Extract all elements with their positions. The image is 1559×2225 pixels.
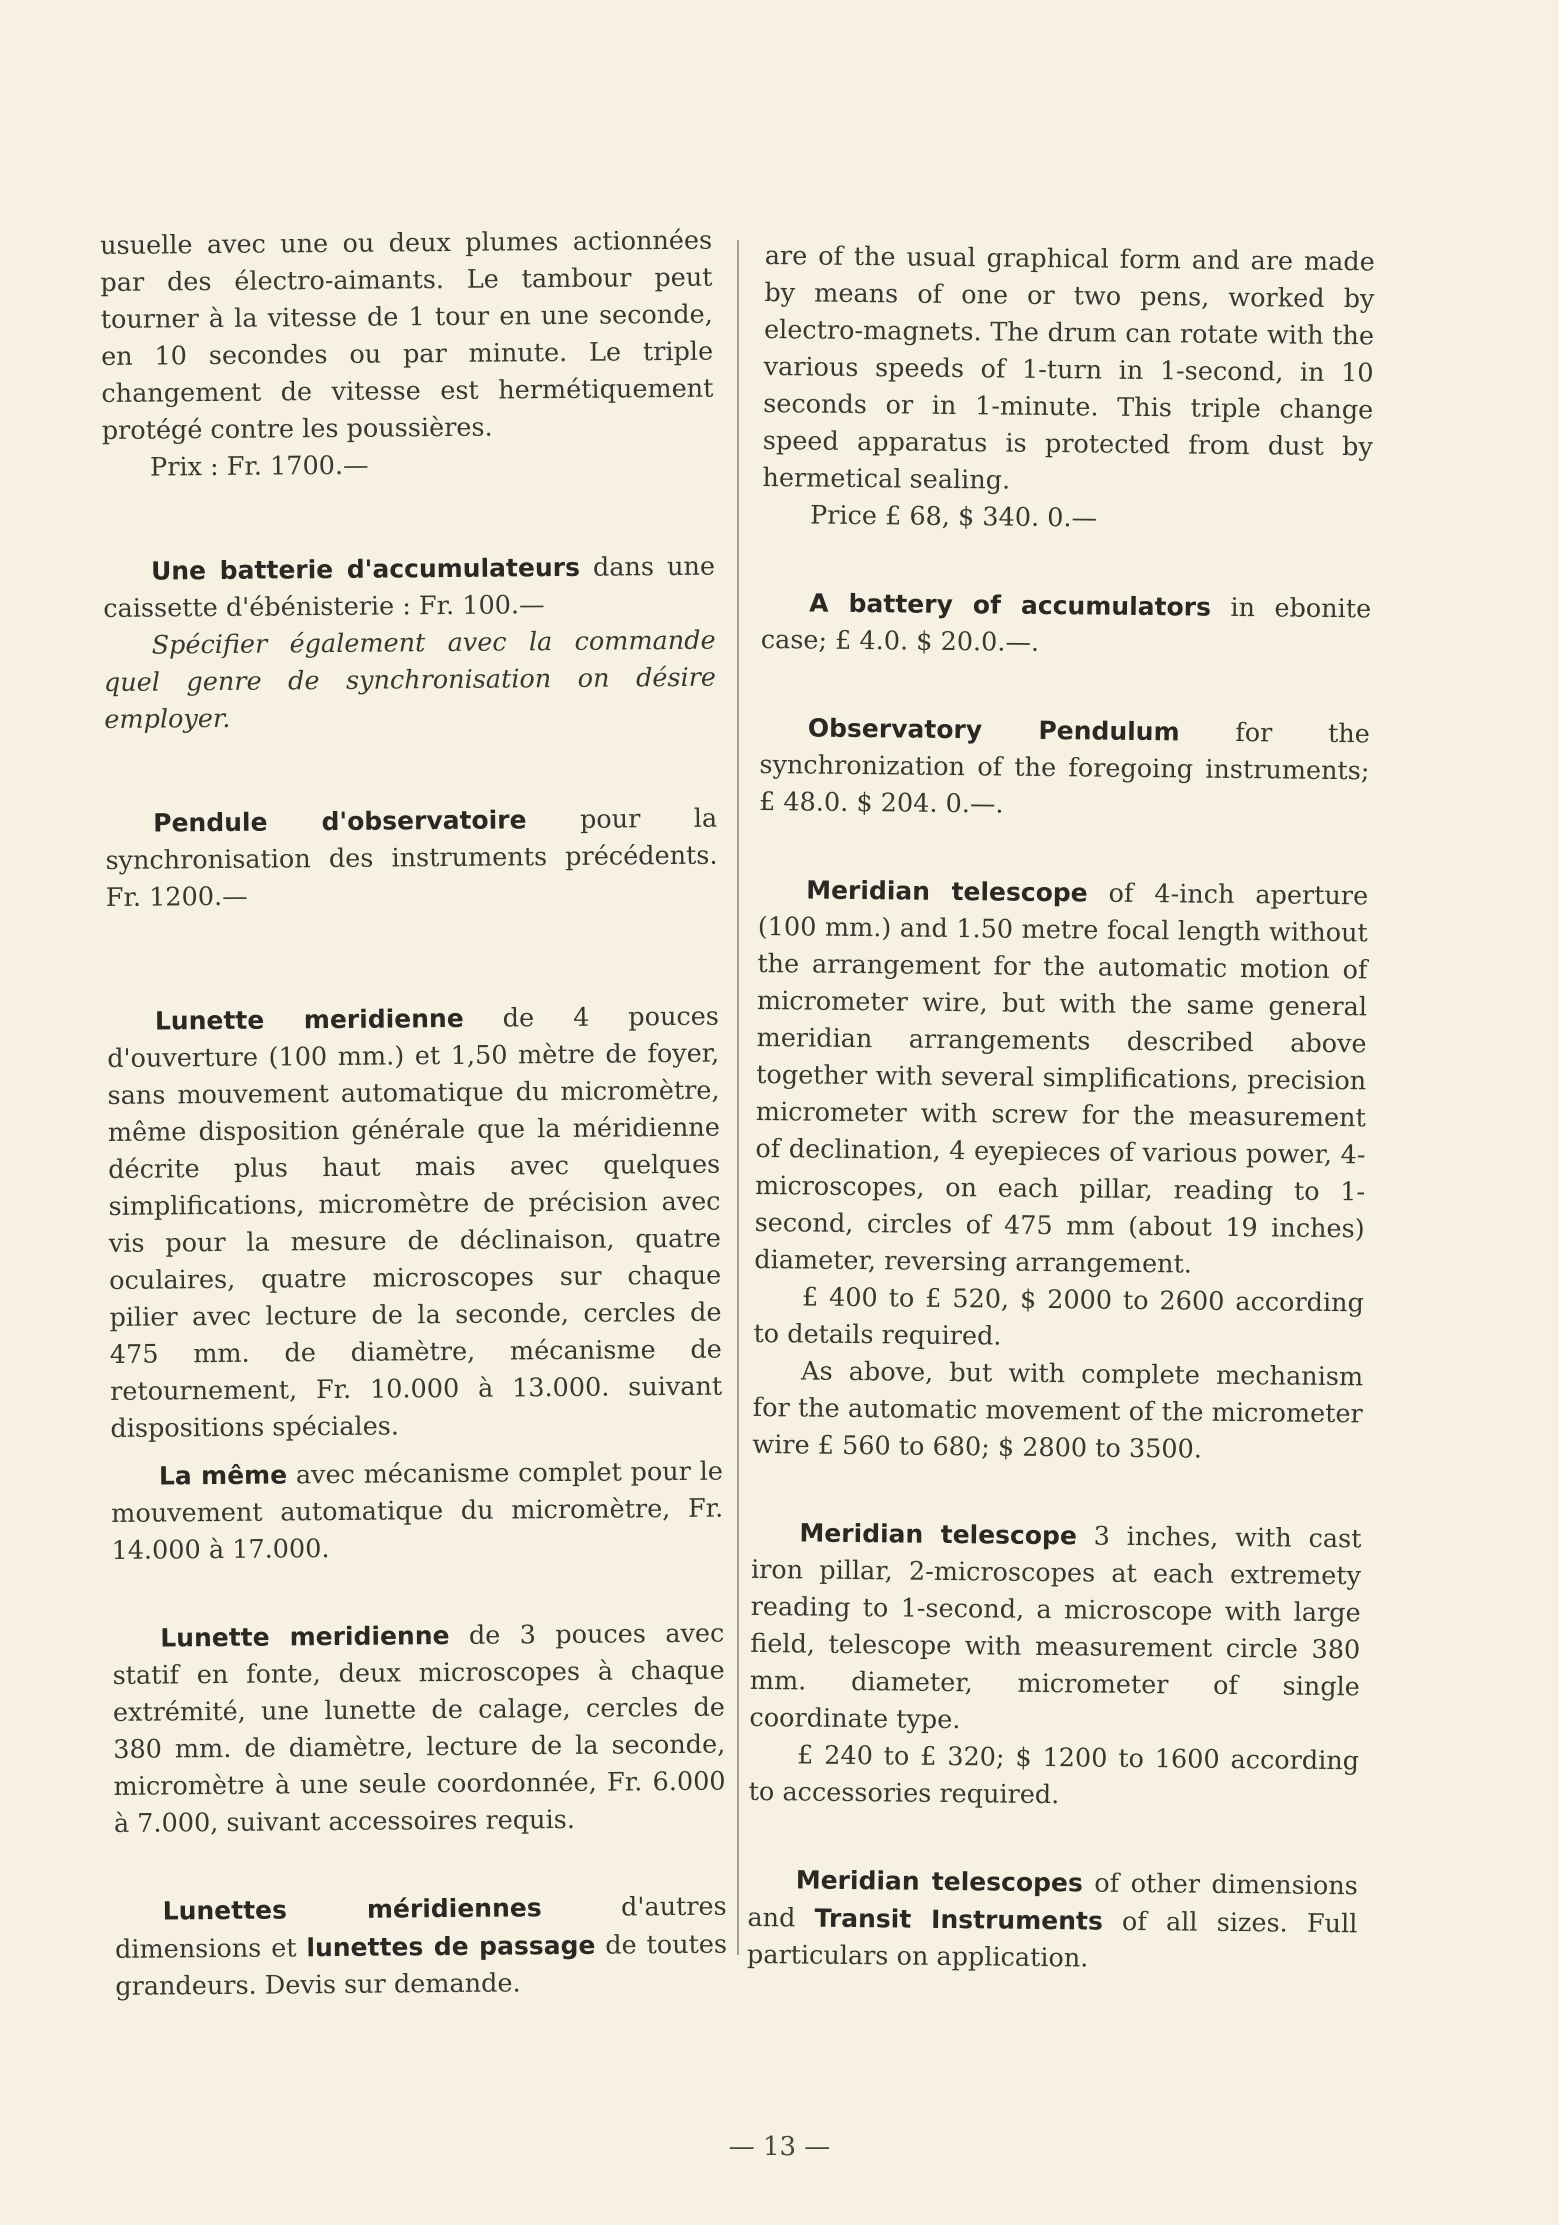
others-entry: [115, 1888, 728, 2006]
others-heading-2-en: Transit Instruments: [814, 1903, 1103, 1936]
others-heading-2: lunettes de passage: [306, 1930, 596, 1963]
meridian4-same-en: As above, but with complete mechanism for the automatic movement of the micrometer wire £ 560 to 680; $ 2800 to 3500.: [752, 1356, 1364, 1465]
intro-paragraph-en: [762, 238, 1375, 540]
meridian3-heading-en: Meridian telescope: [799, 1518, 1078, 1551]
others-text-1: d'autres dimensions et: [114, 1891, 727, 1965]
meridian4-text-en: of 4-inch aperture (100 mm.) and 1.50 metre focal length without the arrangement for the automatic motion of micrometer wire, but with the same general meridian arrangements described above together with several simplifications, precision micrometer with screw for the measurement of declination, 4 eyepieces of various power, 4-microscopes, on each pillar, reading to 1-second, circles of 475 mm (about 19 inches) diameter, reversing arrangement.: [754, 878, 1369, 1280]
others-text-1-en: of other dimensions and: [747, 1868, 1358, 1934]
same-entry: [111, 1453, 724, 1570]
others-text-2-en: of all sizes. Full particulars on application.: [746, 1906, 1358, 1974]
column-divider: [737, 240, 739, 1955]
pendulum-entry-en: [759, 709, 1370, 827]
page-number: — 13 —: [728, 2132, 831, 2162]
pendulum-entry: [105, 800, 718, 917]
intro-paragraph: [100, 223, 714, 487]
meridian3-text-en: 3 inches, with cast iron pillar, 2-microscopes at each extremety reading to 1-second, a microscope with large field, telescope with measurement circle 380 mm. diameter, micrometer of single coordinate type.: [749, 1521, 1362, 1736]
intro-price-en: Price £ 68, $ 340. 0.—: [809, 500, 1098, 534]
meridian4-heading-en: Meridian telescope: [806, 875, 1088, 908]
meridian4-price-en: £ 400 to £ 520, $ 2000 to 2600 according to details required.: [753, 1282, 1365, 1352]
others-text-2: de toutes grandeurs. Devis sur demande.: [115, 1929, 728, 2002]
battery-text: dans une caissette d'ébénisterie : Fr. 100.—: [103, 551, 716, 624]
intro-text: usuelle avec une ou deux plumes actionnées par des électro-aimants. Le tambour peut tourner à la vitesse de 1 tour en une seconde, en 10 secondes ou par minute. Le triple changement de vitesse est hermétiquement protégé contre les poussières.: [100, 225, 714, 446]
same-heading: La même: [158, 1460, 288, 1491]
pendulum-text-en: for the synchronization of the foregoing instruments; £ 48.0. $ 204. 0.—.: [758, 717, 1370, 820]
meridian3-heading: Lunette meridienne: [160, 1621, 450, 1653]
meridian4-heading: Lunette meridienne: [154, 1003, 464, 1036]
intro-text-en: are of the usual graphical form and are made by means of one or two pens, worked by electro-magnets. The drum can rotate with the various speeds of 1-turn in 1-second, in 10 seconds or in 1-minute. This triple change speed apparatus is protected from dust by hermetical sealing.: [762, 240, 1375, 496]
meridian3-entry: [112, 1615, 726, 1843]
meridian4-text: de 4 pouces d'ouverture (100 mm.) et 1,50 mètre de foyer, sans mouvement automatique du micromètre, même disposition générale que la méridienne décrite plus haut mais avec quelques simplifications, micromètre de précision avec vis pour la mesure de déclinaison, quatre oculaires, quatre microscopes sur chaque pilier avec lecture de la seconde, cercles de 475 mm. de diamètre, mécanisme de retournement, Fr. 10.000 à 13.000. suivant dispositions spéciales.: [107, 1001, 723, 1444]
intro-price: Prix : Fr. 1700.—: [149, 450, 369, 483]
meridian4-entry: [107, 998, 723, 1448]
meridian3-entry-en: [749, 1514, 1362, 1817]
others-heading-1-en: Meridian telescopes: [795, 1865, 1083, 1898]
battery-text-en: in ebonite case; £ 4.0. $ 20.0.—.: [760, 592, 1372, 658]
battery-heading-en: A battery of accumulators: [809, 588, 1212, 622]
battery-note: Spécifier également avec la commande quel genre de synchronisation on désire employer.: [103, 625, 717, 735]
meridian4-entry-en: [752, 871, 1368, 1470]
meridian3-price-en: £ 240 to £ 320; $ 1200 to 1600 according to accessories required.: [748, 1740, 1360, 1811]
others-entry-en: [747, 1861, 1358, 1980]
pendulum-text: pour la synchronisation des instruments précédents. Fr. 1200.—: [105, 803, 718, 913]
others-heading-1: Lunettes méridiennes: [162, 1893, 542, 1926]
battery-entry: [103, 548, 717, 739]
right-column-english: [747, 238, 1375, 1980]
left-column-french: [100, 223, 727, 2006]
pendulum-heading: Pendule d'observatoire: [153, 805, 527, 838]
battery-entry-en: [761, 584, 1372, 665]
battery-heading: Une batterie d'accumulateurs: [150, 552, 581, 586]
pendulum-heading-en: Observatory Pendulum: [807, 713, 1180, 747]
meridian3-text: de 3 pouces avec statif en fonte, deux microscopes à chaque extrémité, une lunette de calage, cercles de 380 mm. de diamètre, lecture de la seconde, micromètre à une seule coordonnée, Fr. 6.000 à 7.000, suivant accessoires requis.: [112, 1618, 726, 1839]
same-text: avec mécanisme complet pour le mouvement automatique du micromètre, Fr. 14.000 à 17.000.: [111, 1456, 724, 1566]
